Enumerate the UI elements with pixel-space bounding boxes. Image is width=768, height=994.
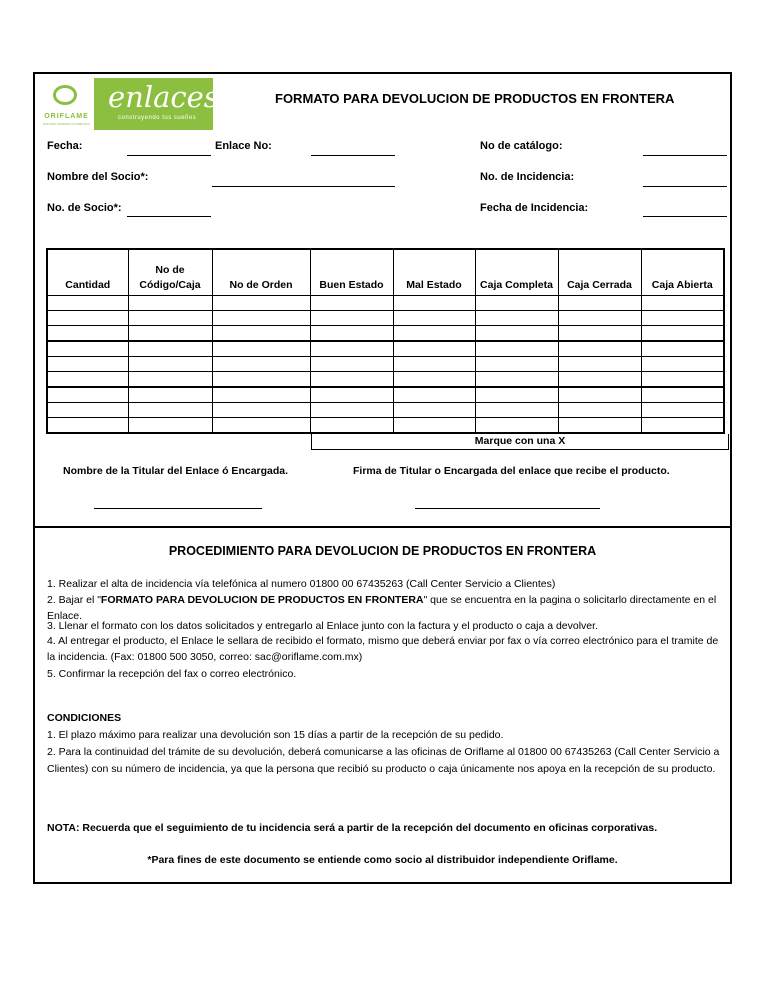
condition-1: 1. El plazo máximo para realizar una devolución son 15 días a partir de la recepción de su pedido. xyxy=(47,729,504,741)
table-cell[interactable] xyxy=(393,341,475,357)
table-cell[interactable] xyxy=(47,418,128,434)
no-socio-label: No. de Socio*: xyxy=(47,202,122,214)
table-cell[interactable] xyxy=(641,341,724,357)
table-row xyxy=(47,372,724,388)
logo-name: enlaces xyxy=(108,80,219,114)
table-cell[interactable] xyxy=(128,341,212,357)
table-row xyxy=(47,326,724,342)
col-caja-cerrada: Caja Cerrada xyxy=(558,249,641,296)
oriflame-ring-icon xyxy=(53,85,77,105)
firma-signature-line[interactable] xyxy=(415,508,600,509)
table-cell[interactable] xyxy=(475,387,558,403)
nota-text: Recuerda que el seguimiento de tu incidencia será a partir de la recepción del documento en oficinas corporativas. xyxy=(79,822,658,834)
table-cell[interactable] xyxy=(310,357,393,372)
nombre-socio-field[interactable] xyxy=(212,186,395,187)
table-cell[interactable] xyxy=(475,403,558,418)
no-incidencia-label: No. de Incidencia: xyxy=(480,171,575,183)
table-cell[interactable] xyxy=(212,418,310,434)
nombre-socio-label: Nombre del Socio*: xyxy=(47,171,149,183)
col-cantidad: Cantidad xyxy=(47,249,128,296)
table-cell[interactable] xyxy=(47,387,128,403)
table-cell[interactable] xyxy=(558,387,641,403)
table-cell[interactable] xyxy=(212,372,310,388)
logo-brand-sub: NATURAL SWEDISH COSMETICS xyxy=(42,122,91,126)
table-cell[interactable] xyxy=(212,387,310,403)
table-cell[interactable] xyxy=(641,296,724,311)
table-cell[interactable] xyxy=(475,311,558,326)
footnote: *Para fines de este documento se entiende como socio al distribuidor independiente Oriflame. xyxy=(147,854,618,866)
procedure-step-4: 4. Al entregar el producto, el Enlace le sellara de recibido el formato, mismo que deberá enviar por fax o vía correo electrónico para el tramite de la incidencia. (Fax: 01800 500 3050, correo: sac@oriflame.com.mx) xyxy=(47,635,719,663)
no-socio-field[interactable] xyxy=(127,216,211,217)
table-cell[interactable] xyxy=(558,418,641,434)
oriflame-enlaces-logo xyxy=(39,78,219,130)
table-cell[interactable] xyxy=(475,341,558,357)
table-cell[interactable] xyxy=(475,418,558,434)
nota-label: NOTA: xyxy=(47,822,80,834)
table-cell[interactable] xyxy=(393,403,475,418)
table-cell[interactable] xyxy=(212,311,310,326)
table-row xyxy=(47,403,724,418)
fecha-incidencia-field[interactable] xyxy=(643,216,727,217)
table-cell[interactable] xyxy=(128,372,212,388)
table-cell[interactable] xyxy=(47,326,128,342)
procedure-step-1: 1. Realizar el alta de incidencia vía telefónica al numero 01800 00 67435263 (Call Center Servicio a Clientes) xyxy=(47,578,556,590)
table-cell[interactable] xyxy=(128,326,212,342)
fecha-field[interactable] xyxy=(127,155,211,156)
logo-brand: ORIFLAME xyxy=(44,113,89,120)
no-catalogo-label: No de catálogo: xyxy=(480,140,563,152)
table-row xyxy=(47,357,724,372)
table-cell[interactable] xyxy=(393,326,475,342)
table-cell[interactable] xyxy=(212,296,310,311)
table-cell[interactable] xyxy=(310,296,393,311)
table-cell[interactable] xyxy=(128,311,212,326)
table-cell[interactable] xyxy=(558,372,641,388)
table-row xyxy=(47,311,724,326)
condition-2: 2. Para la continuidad del trámite de su devolución, deberá comunicarse a las oficinas de Oriflame al 01800 00 67435263 (Call Center Servicio a Clientes) con su número de incidencia, ya que la persona que recibió su producto o caja únicamente nos apoya en la recepción de su producto. xyxy=(47,746,720,775)
table-cell[interactable] xyxy=(310,372,393,388)
marque-con-x-note: Marque con una X xyxy=(311,434,729,450)
table-cell[interactable] xyxy=(128,403,212,418)
logo-wordmark xyxy=(94,78,219,130)
table-body xyxy=(47,296,724,434)
table-cell[interactable] xyxy=(558,341,641,357)
fecha-incidencia-label: Fecha de Incidencia: xyxy=(480,202,589,214)
table-row xyxy=(47,341,724,357)
titular-signature-line[interactable] xyxy=(94,508,262,509)
table-row xyxy=(47,296,724,311)
table-cell[interactable] xyxy=(558,311,641,326)
table-cell[interactable] xyxy=(310,387,393,403)
table-cell[interactable] xyxy=(641,326,724,342)
table-cell[interactable] xyxy=(393,418,475,434)
form-frame xyxy=(33,72,732,884)
table-cell[interactable] xyxy=(47,341,128,357)
procedure-step-5: 5. Confirmar la recepción del fax o correo electrónico. xyxy=(47,668,297,680)
col-caja-completa: Caja Completa xyxy=(475,249,558,296)
fecha-label: Fecha: xyxy=(47,140,83,152)
procedure-step-3: 3. Llenar el formato con los datos solicitados y entregarlo al Enlace junto con la factura y el producto o caja a devolver. xyxy=(47,620,598,632)
col-codigo-caja: No de Código/Caja xyxy=(128,249,212,296)
enlace-no-label: Enlace No: xyxy=(215,140,272,152)
table-cell[interactable] xyxy=(558,357,641,372)
table-cell[interactable] xyxy=(47,403,128,418)
col-mal-estado: Mal Estado xyxy=(393,249,475,296)
col-no-orden: No de Orden xyxy=(212,249,310,296)
table-cell[interactable] xyxy=(47,311,128,326)
section-divider xyxy=(35,526,730,528)
step2-prefix: 2. Bajar el " xyxy=(47,594,101,606)
table-cell[interactable] xyxy=(212,326,310,342)
table-cell[interactable] xyxy=(310,311,393,326)
nota xyxy=(47,822,657,834)
table-row xyxy=(47,387,724,403)
table-cell[interactable] xyxy=(641,403,724,418)
table-cell[interactable] xyxy=(212,403,310,418)
no-incidencia-field[interactable] xyxy=(643,186,727,187)
table-row xyxy=(47,418,724,434)
conditions-title: CONDICIONES xyxy=(47,712,122,724)
table-cell[interactable] xyxy=(310,341,393,357)
oriflame-mark xyxy=(39,78,94,130)
table-cell[interactable] xyxy=(475,357,558,372)
no-catalogo-field[interactable] xyxy=(643,155,727,156)
col-buen-estado: Buen Estado xyxy=(310,249,393,296)
table-cell[interactable] xyxy=(393,372,475,388)
table-cell[interactable] xyxy=(475,326,558,342)
table-cell[interactable] xyxy=(47,372,128,388)
table-cell[interactable] xyxy=(128,387,212,403)
table-cell[interactable] xyxy=(641,387,724,403)
table-cell[interactable] xyxy=(475,296,558,311)
table-header-row xyxy=(47,249,724,296)
col-caja-abierta: Caja Abierta xyxy=(641,249,724,296)
table-cell[interactable] xyxy=(212,341,310,357)
return-table xyxy=(46,248,725,434)
firma-label: Firma de Titular o Encargada del enlace que recibe el producto. xyxy=(353,465,670,477)
table-cell[interactable] xyxy=(310,418,393,434)
table-cell[interactable] xyxy=(128,418,212,434)
table-cell[interactable] xyxy=(641,357,724,372)
table-cell[interactable] xyxy=(47,296,128,311)
table-cell[interactable] xyxy=(393,357,475,372)
table-cell[interactable] xyxy=(558,296,641,311)
table-cell[interactable] xyxy=(393,387,475,403)
table-cell[interactable] xyxy=(128,296,212,311)
step2-suffix: " que se encuentra en la pagina o solicitarlo directamente en el Enlace. xyxy=(47,594,717,622)
titular-label: Nombre de la Titular del Enlace ó Encargada. xyxy=(63,465,289,477)
table-cell[interactable] xyxy=(310,326,393,342)
table-cell[interactable] xyxy=(475,372,558,388)
table-cell[interactable] xyxy=(128,357,212,372)
table-cell[interactable] xyxy=(212,357,310,372)
table-cell[interactable] xyxy=(641,372,724,388)
table-cell[interactable] xyxy=(558,403,641,418)
enlace-no-field[interactable] xyxy=(311,155,395,156)
table-cell[interactable] xyxy=(393,296,475,311)
step2-format-name: FORMATO PARA DEVOLUCION DE PRODUCTOS EN FRONTERA xyxy=(100,594,424,606)
procedure-title: PROCEDIMIENTO PARA DEVOLUCION DE PRODUCTOS EN FRONTERA xyxy=(168,544,597,558)
table-cell[interactable] xyxy=(47,357,128,372)
table-cell[interactable] xyxy=(558,326,641,342)
table-cell[interactable] xyxy=(310,403,393,418)
table-cell[interactable] xyxy=(641,418,724,434)
logo-tagline: construyendo tus sueños xyxy=(118,115,197,121)
form-title: FORMATO PARA DEVOLUCION DE PRODUCTOS EN FRONTERA xyxy=(275,91,675,106)
table-cell[interactable] xyxy=(641,311,724,326)
table-cell[interactable] xyxy=(393,311,475,326)
